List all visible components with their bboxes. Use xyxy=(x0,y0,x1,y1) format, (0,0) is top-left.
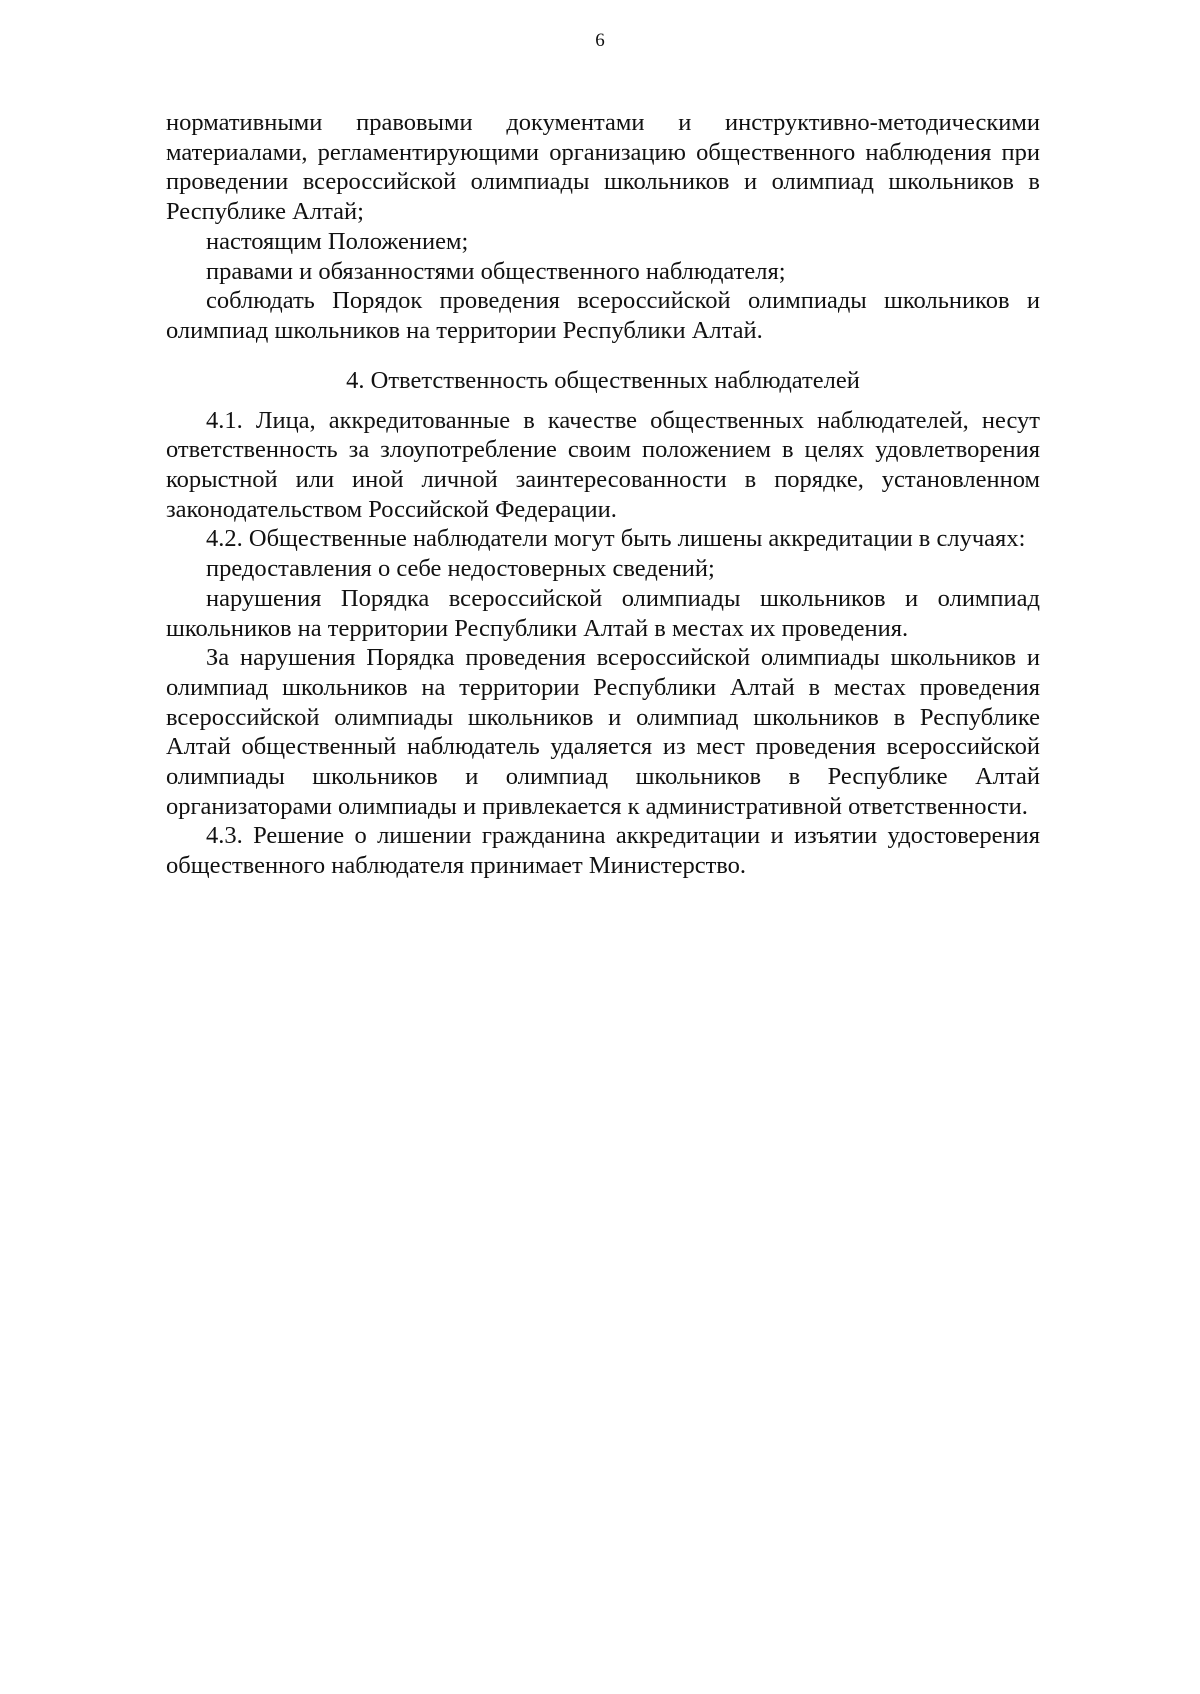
paragraph-normative-documents: нормативными правовыми документами и инструктивно-методическими материалами, регламентирующими организацию общественного наблюдения при проведении всероссийской олимпиады школьников и олимпиад школьников в Республике Алтай; xyxy=(166,109,1040,226)
document-body xyxy=(166,108,1040,881)
paragraph-comply-procedure: соблюдать Порядок проведения всероссийской олимпиады школьников и олимпиад школьников на территории Республики Алтай. xyxy=(166,287,1040,344)
paragraph-this-regulation: настоящим Положением; xyxy=(206,227,469,255)
paragraph-false-information: предоставления о себе недостоверных сведений; xyxy=(206,555,715,583)
section-4 xyxy=(166,366,1040,881)
page-number: 6 xyxy=(595,30,605,51)
paragraph-procedure-violation: нарушения Порядка всероссийской олимпиады школьников и олимпиад школьников на территории Республики Алтай в местах их проведения. xyxy=(166,584,1040,642)
paragraph-4-1: 4.1. Лица, аккредитованные в качестве общественных наблюдателей, несут ответственность за злоупотребление своим положением в целях удовлетворения корыстной или иной личной заинтересованности в порядке, установленном законодательством Российской Федерации. xyxy=(166,406,1040,523)
section-3-continuation xyxy=(166,108,1040,346)
section-4-heading: 4. Ответственность общественных наблюдателей xyxy=(346,366,860,394)
paragraph-removal: За нарушения Порядка проведения всероссийской олимпиады школьников и олимпиад школьников на территории Республики Алтай в местах проведения всероссийской олимпиады школьников и олимпиад школьников в Республике Алтай общественный наблюдатель удаляется из мест проведения всероссийской олимпиады школьников и олимпиад школьников в Республике Алтай организаторами олимпиады и привлекается к административной ответственности. xyxy=(166,644,1040,820)
paragraph-4-3: 4.3. Решение о лишении гражданина аккредитации и изъятии удостоверения общественного наблюдателя принимает Министерство. xyxy=(166,822,1040,880)
paragraph-4-2: 4.2. Общественные наблюдатели могут быть лишены аккредитации в случаях: xyxy=(206,525,1026,553)
paragraph-rights-duties: правами и обязанностями общественного наблюдателя; xyxy=(206,257,786,285)
